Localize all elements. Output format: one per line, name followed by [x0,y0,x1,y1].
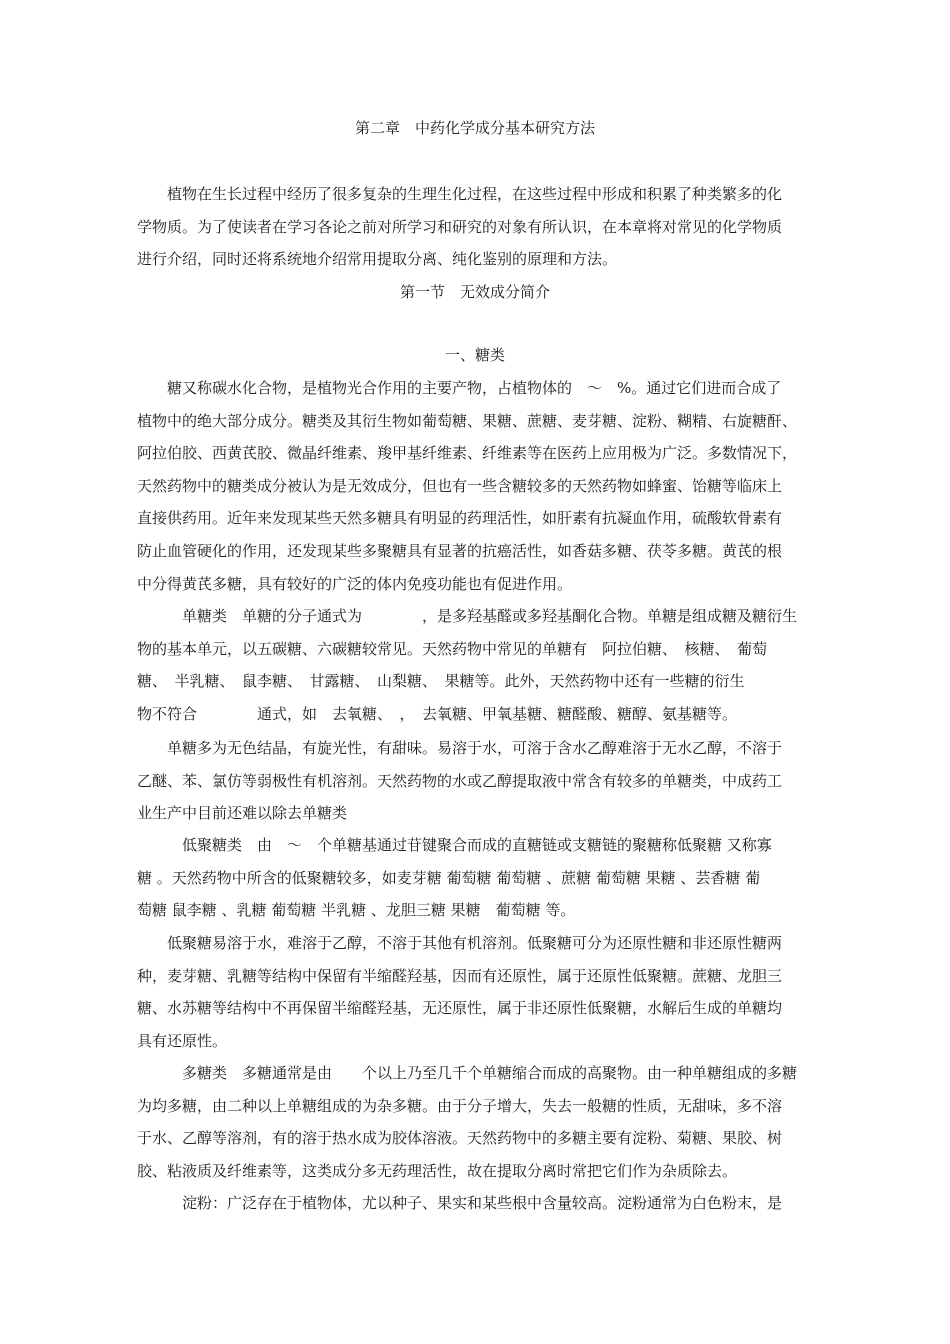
sugar-paragraph-line: 直接供药用。近年来发现某些天然多糖具有明显的药理活性，如肝素有抗凝血作用，硫酸软骨素有 [137,509,783,527]
monosaccharide-paragraph-line: 物不符合 通式，如 去氧糖、 ， 去氧糖、甲氧基糖、糖醛酸、糖醇、氨基糖等。 [137,705,738,723]
sugar-paragraph-line: 天然药物中的糖类成分被认为是无效成分，但也有一些含糖较多的天然药物如蜂蜜、饴糖等临床上 [137,477,783,495]
monosaccharide-properties-line: 单糖多为无色结晶，有旋光性，有甜味。易溶于水，可溶于含水乙醇难溶于无水乙醇，不溶于 [137,739,783,757]
polysaccharide-paragraph-line: 胶、粘液质及纤维素等，这类成分多无药理活性，故在提取分离时常把它们作为杂质除去。 [137,1162,738,1180]
sugar-paragraph-line: 植物中的绝大部分成分。糖类及其衍生物如葡萄糖、果糖、蔗糖、麦芽糖、淀粉、糊精、右旋糖酐、 [137,412,798,430]
monosaccharide-properties-line: 乙醚、苯、氯仿等弱极性有机溶剂。天然药物的水或乙醇提取液中常含有较多的单糖类，中成药工 [137,772,783,790]
polysaccharide-paragraph-line: 多糖类 多糖通常是由 个以上乃至几千个单糖缩合而成的高聚物。由一种单糖组成的多糖 [137,1064,798,1082]
section-title: 第一节 无效成分简介 [399,283,550,301]
sugar-paragraph-line: 糖又称碳水化合物，是植物光合作用的主要产物，占植物体的 ～ %。通过它们进而合成了 [137,379,782,397]
starch-paragraph-line: 淀粉：广泛存在于植物体，尤以种子、果实和某些根中含量较高。淀粉通常为白色粉末，是 [137,1194,783,1212]
polysaccharide-paragraph-line: 于水、乙醇等溶剂，有的溶于热水成为胶体溶液。天然药物中的多糖主要有淀粉、菊糖、果胶、树 [137,1129,783,1147]
oligosaccharide-paragraph-line: 糖 。天然药物中所含的低聚糖较多，如麦芽糖 葡萄糖 葡萄糖 、蔗糖 葡萄糖 果糖 、芸香糖 葡 [137,869,761,887]
polysaccharide-paragraph-line: 为均多糖，由二种以上单糖组成的为杂多糖。由于分子增大，失去一般糖的性质，无甜味，多不溶 [137,1097,783,1115]
chapter-title: 第二章 中药化学成分基本研究方法 [354,119,595,137]
monosaccharide-paragraph-line: 单糖类 单糖的分子通式为 ，是多羟基醛或多羟基酮化合物。单糖是组成糖及糖衍生 [137,607,798,625]
oligosaccharide-properties-line: 具有还原性。 [137,1032,228,1050]
sugar-paragraph-line: 中分得黄芪多糖，具有较好的广泛的体内免疫功能也有促进作用。 [137,575,573,593]
oligosaccharide-paragraph-line: 低聚糖类 由 ～ 个单糖基通过苷键聚合而成的直糖链或支糖链的聚糖称低聚糖 又称寡 [137,836,772,854]
monosaccharide-paragraph-line: 糖、 半乳糖、 鼠李糖、 甘露糖、 山梨糖、 果糖等。此外，天然药物中还有一些糖的衍生 [137,672,745,690]
oligosaccharide-properties-line: 种，麦芽糖、乳糖等结构中保留有半缩醛羟基，因而有还原性，属于还原性低聚糖。蔗糖、龙胆三 [137,967,783,985]
monosaccharide-properties-line: 业生产中目前还难以除去单糖类 [137,804,348,822]
oligosaccharide-paragraph-line: 萄糖 鼠李糖 、乳糖 葡萄糖 半乳糖 、龙胆三糖 果糖 葡萄糖 等。 [137,901,576,919]
intro-line: 学物质。为了使读者在学习各论之前对所学习和研究的对象有所认识，在本章将对常见的化学物质 [137,218,783,236]
oligosaccharide-properties-line: 低聚糖易溶于水，难溶于乙醇，不溶于其他有机溶剂。低聚糖可分为还原性糖和非还原性糖两 [137,934,783,952]
sugar-paragraph-line: 阿拉伯胶、西黄芪胶、微晶纤维素、羧甲基纤维素、纤维素等在医药上应用极为广泛。多数情况下， [137,444,798,462]
sugar-paragraph-line: 防止血管硬化的作用，还发现某些多聚糖具有显著的抗癌活性，如香菇多糖、茯苓多糖。黄芪的根 [137,542,783,560]
intro-line: 植物在生长过程中经历了很多复杂的生理生化过程，在这些过程中形成和积累了种类繁多的化 [137,185,783,203]
oligosaccharide-properties-line: 糖、水苏糖等结构中不再保留半缩醛羟基，无还原性，属于非还原性低聚糖，水解后生成的单糖均 [137,999,783,1017]
monosaccharide-paragraph-line: 物的基本单元，以五碳糖、六碳糖较常见。天然药物中常见的单糖有 阿拉伯糖、 核糖、 葡萄 [137,640,768,658]
intro-line: 进行介绍，同时还将系统地介绍常用提取分离、纯化鉴别的原理和方法。 [137,250,618,268]
subsection-title: 一、糖类 [444,346,505,364]
